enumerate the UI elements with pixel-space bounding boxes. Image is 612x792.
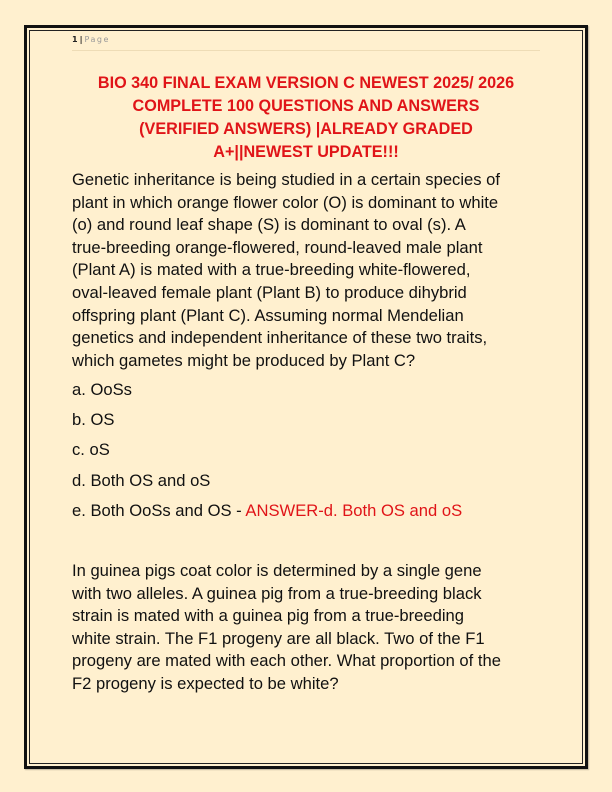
question-line: true-breeding orange-flowered, round-leaved male plant — [72, 237, 483, 257]
question-line: strain is mated with a guinea pig from a true-breeding — [72, 606, 465, 626]
question-line: Genetic inheritance is being studied in a certain species of — [72, 170, 501, 189]
question-line: (o) and round leaf shape (S) is dominant to oval (s). A — [72, 215, 466, 235]
question-line: which gametes might be produced by Plant C? — [72, 350, 416, 370]
title-line: COMPLETE 100 QUESTIONS AND ANSWERS — [132, 97, 480, 115]
page-label: Page — [84, 35, 110, 44]
title-line: BIO 340 FINAL EXAM VERSION C NEWEST 2025/ 2026 — [97, 74, 515, 92]
question-1-options — [72, 379, 552, 530]
option-c: c. oS — [72, 440, 110, 460]
document-title — [60, 72, 552, 164]
page-header — [72, 35, 540, 51]
question-line: white strain. The F1 progeny are all black. Two of the F1 — [72, 628, 485, 648]
page-separator: | — [79, 35, 83, 44]
title-line: (VERIFIED ANSWERS) |ALREADY GRADED — [139, 120, 473, 138]
option-e — [72, 500, 552, 530]
option-a: a. OoSs — [72, 380, 132, 399]
option-b: b. OS — [72, 410, 115, 430]
page-number: 1 — [72, 35, 78, 44]
title-line: A+||NEWEST UPDATE!!! — [213, 143, 399, 161]
question-line: offspring plant (Plant C). Assuming normal Mendelian — [72, 305, 464, 325]
question-line: genetics and independent inheritance of these two traits, — [72, 328, 488, 348]
question-line: progeny are mated with each other. What proportion of the — [72, 651, 501, 671]
option-d: d. Both OS and oS — [72, 470, 211, 490]
question-2-text — [72, 560, 552, 696]
option-e-label: e. Both OoSs and OS - — [72, 500, 246, 520]
answer-text: ANSWER-d. Both OS and oS — [245, 500, 463, 520]
question-line: oval-leaved female plant (Plant B) to produce dihybrid — [72, 282, 467, 302]
question-line: (Plant A) is mated with a true-breeding white-flowered, — [72, 260, 471, 280]
question-line: with two alleles. A guinea pig from a true-breeding black — [72, 583, 482, 603]
question-1-text — [72, 169, 552, 372]
question-line: plant in which orange flower color (O) is dominant to white — [72, 192, 499, 212]
question-line: In guinea pigs coat color is determined by a single gene — [72, 561, 482, 580]
question-line: F2 progeny is expected to be white? — [72, 673, 339, 693]
